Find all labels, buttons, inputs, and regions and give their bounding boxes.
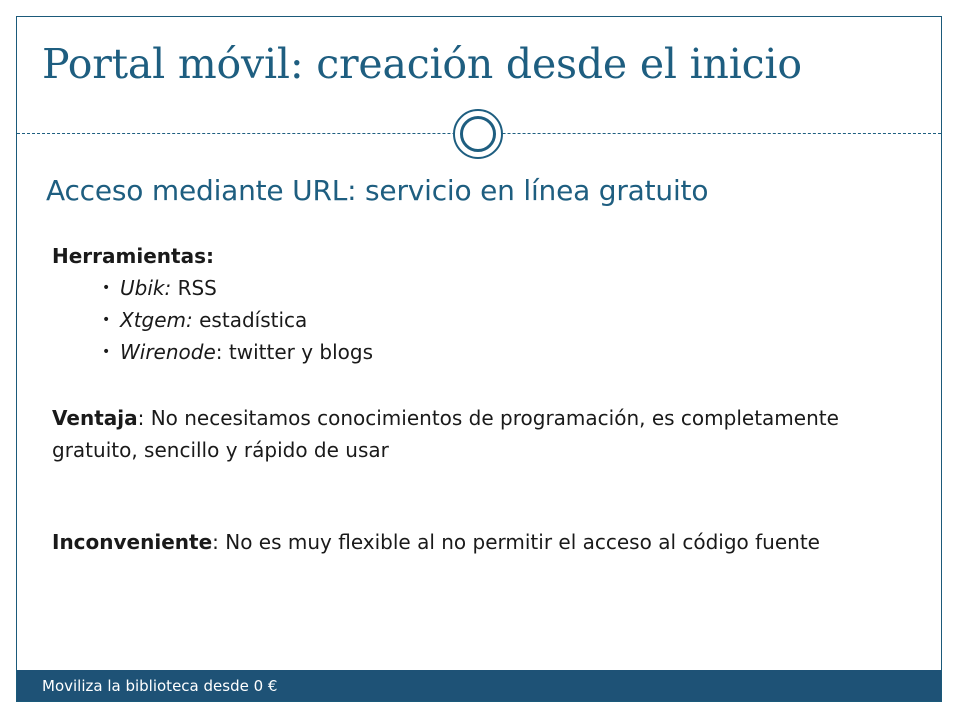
bullet-icon: • — [102, 280, 111, 296]
footer-text: Moviliza la biblioteca desde 0 € — [42, 677, 278, 695]
tool-item-xtgem — [102, 304, 922, 336]
slide-title: Portal móvil: creación desde el inicio — [42, 40, 802, 88]
tool-name: Wirenode — [120, 340, 216, 364]
tool-desc: : twitter y blogs — [215, 340, 373, 364]
advantage-paragraph — [52, 402, 912, 466]
advantage-label: Ventaja — [52, 406, 138, 430]
ring-inner — [460, 116, 496, 152]
tool-name: Ubik: — [120, 276, 172, 300]
tools-heading: Herramientas: — [52, 244, 214, 268]
tool-desc: RSS — [171, 276, 217, 300]
disadvantage-paragraph — [52, 526, 912, 558]
slide-subtitle: Acceso mediante URL: servicio en línea gratuito — [46, 174, 709, 207]
ring-ornament — [453, 109, 503, 159]
tool-name: Xtgem: — [120, 308, 193, 332]
bullet-icon: • — [102, 312, 111, 328]
tools-list — [52, 272, 922, 368]
tool-item-wirenode — [102, 336, 922, 368]
slide-content — [52, 240, 922, 554]
tool-desc: estadística — [192, 308, 308, 332]
tool-item-ubik — [102, 272, 922, 304]
advantage-text: : No necesitamos conocimientos de programación, es completamente gratuito, sencillo y rápido de usar — [52, 406, 839, 462]
bullet-icon: • — [102, 344, 111, 360]
disadvantage-label: Inconveniente — [52, 530, 213, 554]
disadvantage-text: : No es muy flexible al no permitir el acceso al código fuente — [212, 530, 820, 554]
